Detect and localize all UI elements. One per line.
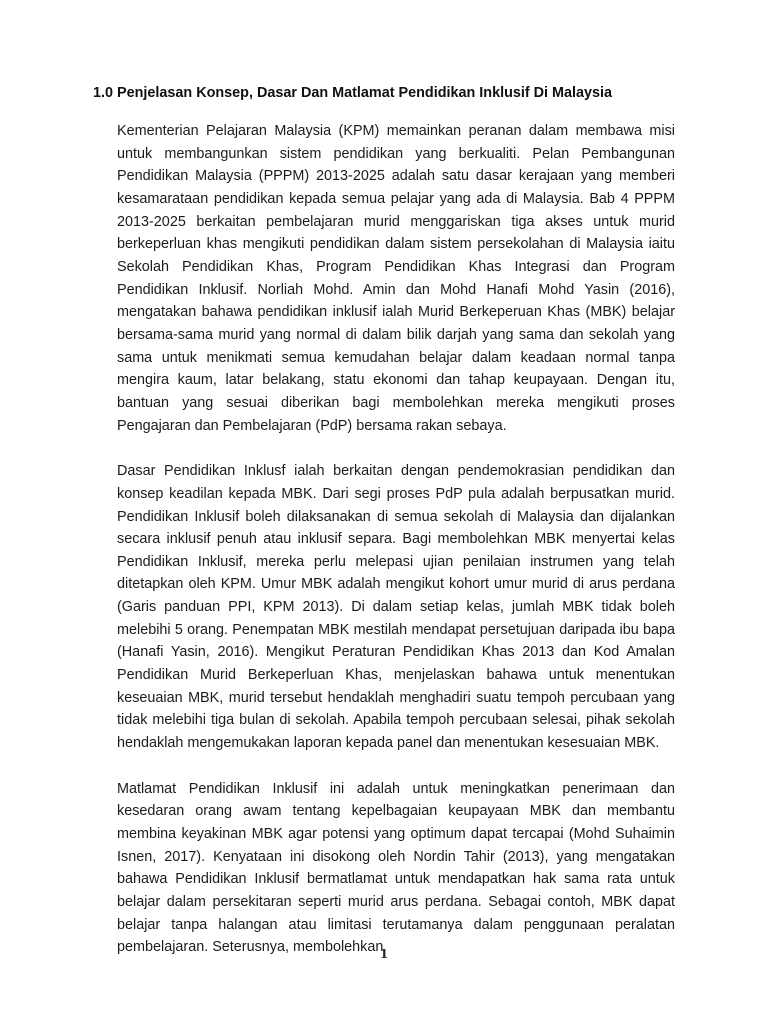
body-text bbox=[117, 120, 675, 982]
paragraph-concept: Kementerian Pelajaran Malaysia (KPM) memainkan peranan dalam membawa misi untuk membangunkan sistem pendidikan yang berkualiti. Pelan Pembangunan Pendidikan Malaysia (PPPM) 2013-2025 adalah satu dasar kerajaan yang memberi kesamarataan pendidikan kepada semua pelajar yang ada di Malaysia. Bab 4 PPPM 2013-2025 berkaitan pembelajaran murid menggariskan tiga akses untuk murid berkeperluan khas mengikuti pendidikan dalam sistem persekolahan di Malaysia iaitu Sekolah Pendidikan Khas, Program Pendidikan Khas Integrasi dan Program Pendidikan Inklusif. Norliah Mohd. Amin dan Mohd Hanafi Mohd Yasin (2016), mengatakan bahawa pendidikan inklusif ialah Murid Berkeperuan Khas (MBK) belajar bersama-sama murid yang normal di dalam bilik darjah yang sama dan sekolah yang sama untuk menikmati semua kemudahan belajar dalam keadaan normal tanpa mengira kaum, latar belakang, statu ekonomi dan tahap keupayaan. Dengan itu, bantuan yang sesuai diberikan bagi membolehkan mereka mengikuti proses Pengajaran dan Pembelajaran (PdP) bersama rakan sebaya. bbox=[117, 123, 675, 434]
paragraph-policy: Dasar Pendidikan Inklusf ialah berkaitan dengan pendemokrasian pendidikan dan konsep keadilan kepada MBK. Dari segi proses PdP pula adalah berpusatkan murid. Pendidikan Inklusif boleh dilaksanakan di semua sekolah di Malaysia dan dijalankan secara inklusif penuh atau inklusif separa. Bagi membolehkan MBK menyertai kelas Pendidikan Inklusif, mereka perlu melepasi ujian penilaian instrumen yang telah ditetapkan oleh KPM. Umur MBK adalah mengikut kohort umur murid di arus perdana (Garis panduan PPI, KPM 2013). Di dalam setiap kelas, jumlah MBK tidak boleh melebihi 5 orang. Penempatan MBK mestilah mendapat persetujuan daripada ibu bapa (Hanafi Yasin, 2016). Mengikut Peraturan Pendidikan Khas 2013 dan Kod Amalan Pendidikan Murid Berkeperluan Khas, menjelaskan bahawa untuk menentukan keseuaian MBK, murid tersebut hendaklah menghadiri suatu tempoh percubaan yang tidak melebihi tiga bulan di sekolah. Apabila tempoh percubaan selesai, pihak sekolah hendaklah mengemukakan laporan kepada panel dan menentukan kesesuaian MBK. bbox=[117, 463, 675, 752]
section-heading: 1.0 Penjelasan Konsep, Dasar Dan Matlamat Pendidikan Inklusif Di Malaysia bbox=[93, 85, 613, 101]
page-number: 1 bbox=[379, 947, 389, 961]
paragraph-objective: Matlamat Pendidikan Inklusif ini adalah untuk meningkatkan penerimaan dan kesedaran orang awam tentang kepelbagaian keupayaan MBK dan membantu membina keyakinan MBK agar potensi yang optimum dapat tercapai (Mohd Suhaimin Isnen, 2017). Kenyataan ini disokong oleh Nordin Tahir (2013), yang mengatakan bahawa Pendidikan Inklusif bermatlamat untuk mendapatkan hak sama rata untuk belajar dalam persekitaran seperti murid arus perdana. Sebagai contoh, MBK dapat belajar tanpa halangan atau limitasi terutamanya dalam penggunaan peralatan pembelajaran. Seterusnya, membolehkan bbox=[117, 780, 675, 956]
